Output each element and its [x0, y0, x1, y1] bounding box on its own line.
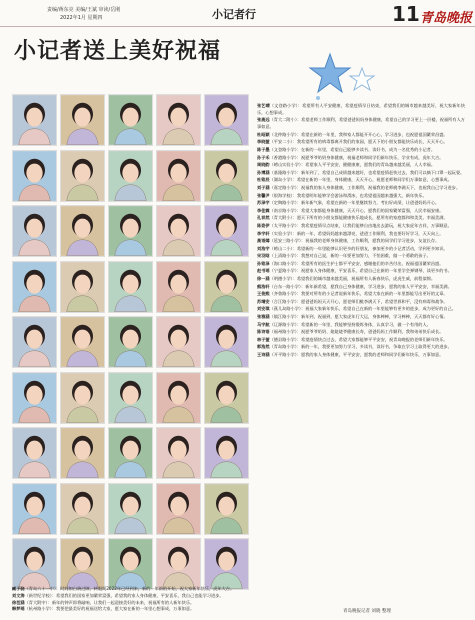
portrait-icon: [13, 539, 56, 589]
portrait-icon: [13, 317, 56, 367]
portrait-icon: [13, 484, 56, 534]
student-photo: [60, 316, 105, 368]
student-photo: [12, 94, 57, 146]
blessing-entry: 高语嫣（延安三路小学）：祝福我的老师身体健康，工作顺利，愿我的同学们学习进步，友谊长存。: [257, 238, 440, 244]
student-school: （实验小学）: [269, 230, 293, 236]
student-photo: [156, 538, 201, 590]
student-photo: [108, 538, 153, 590]
student-name: 张雅涵: [257, 314, 270, 320]
student-photo: [156, 372, 201, 424]
student-photo: [156, 427, 201, 479]
student-school: （湖岛小学）: [269, 177, 293, 183]
student-name: 孙铭泽: [257, 260, 270, 266]
student-photo: [204, 150, 249, 202]
blessing-entry: 刘浩宇（崂山二小）：希望新的一年里能够认识更多的好朋友，参加更多的小记者活动，学到更多知识。: [257, 245, 448, 251]
student-school: （上清路小学）: [269, 253, 297, 259]
portrait-icon: [157, 539, 200, 589]
student-photo: [204, 538, 249, 590]
student-name: 刘子涵: [257, 184, 270, 190]
portrait-icon: [157, 206, 200, 256]
blessing-text: 我要对所有的小记者说新年快乐，希望大家在新的一年里都能写出更好的文章。: [301, 291, 448, 297]
blessing-entry: 宋羽晗（上清路小学）：我想对自己说，新的一年要更加努力，不怕困难，做一个勇敢的孩子。: [257, 253, 431, 259]
student-school: （杭州路小学）: [24, 606, 52, 612]
blessing-text: 新的一年，我要更加努力学习，多读书，读好书，争取在学习上取得更大的进步。: [301, 344, 452, 350]
portrait-icon: [205, 206, 248, 256]
portrait-icon: [61, 206, 104, 256]
portrait-icon: [205, 373, 248, 423]
blessing-text: 新年到了，希望自己成绩越来越好，也希望疫情赶快过去，我们可以摘下口罩一起玩耍。: [301, 169, 465, 175]
portrait-icon: [109, 95, 152, 145]
portrait-icon: [61, 151, 104, 201]
student-name: 宋羽晗: [257, 253, 270, 259]
student-photo: [12, 316, 57, 368]
student-photo: [60, 372, 105, 424]
blessing-entry: 陈姿伊（太平路小学）：我希望疫情早点结束，让我们能够自由地出去游玩，祝大家虎年吉祥，万事顺意。: [257, 222, 452, 228]
blessing-text: 希望疫情快点过去，希望大家都能够平平安安，祝青岛晚报的老师们新年快乐。: [301, 336, 448, 342]
student-school: （延安三路小学）: [269, 238, 301, 244]
portrait-icon: [13, 151, 56, 201]
student-photo: [60, 483, 105, 535]
blessing-entry: 张馨尹（银海学校）：我希望明年能够学会游泳和滑冰，也希望祖国越来越强大，新年快乐。: [257, 192, 427, 198]
student-school: （基隆路小学）: [269, 169, 297, 175]
student-school: （宁夏路小学）: [269, 268, 297, 274]
decorative-stars-icon: [300, 46, 390, 106]
blessing-entry: 苏泽宇（定陶路小学）：新年新气象，希望在新的一年里继续努力，考出好成绩，让爸爸妈妈开心。: [257, 200, 440, 206]
student-photo: [12, 150, 57, 202]
portrait-icon: [205, 428, 248, 478]
portrait-icon: [61, 484, 104, 534]
student-school: （定陶路小学）: [269, 200, 297, 206]
portrait-icon: [157, 428, 200, 478]
student-photo: [60, 538, 105, 590]
student-name: 臧子骁: [12, 586, 25, 591]
portrait-icon: [157, 484, 200, 534]
student-school: （海口路小学）: [269, 260, 297, 266]
blessing-text: 愿天下所有的小朋友都能健康快乐地成长，愿所有的家庭都和和美美，幸福美满。: [296, 215, 448, 221]
editor-credits: 责编/蒋东亮 美编/王斌 审读/岳刚: [47, 7, 121, 13]
student-name: 孙博涵: [257, 169, 270, 175]
student-photo: [204, 205, 249, 257]
student-name: 刘浩宇: [257, 245, 270, 251]
student-school: （辽源路小学）: [269, 321, 297, 327]
student-school: （青岛路小学）: [269, 344, 297, 350]
blessing-text: 希望所有人平安健康，希望疫情早日结束，希望我们的城市越来越美好，祝大家新年快乐，心想事成。: [257, 103, 465, 115]
blessing-text: 新年新气象，希望在新的一年里继续努力，考出好成绩，让爸爸妈妈开心。: [301, 200, 440, 206]
student-name: 熊浩轩: [257, 283, 270, 289]
student-photo: [204, 372, 249, 424]
page-number: 11: [392, 2, 420, 26]
student-school: （银海学校）: [269, 192, 293, 198]
portrait-icon: [13, 95, 56, 145]
student-school: （青大附中）: [24, 599, 48, 605]
student-name: 杜昭颖: [257, 131, 270, 137]
page-headline: 小记者送上美好祝福: [14, 39, 222, 64]
blessing-text: 祝福大家新年快乐，希望自己在新的一年里能够有更多的进步，成为更好的自己。: [305, 306, 456, 312]
student-name: 王诗涵: [257, 352, 270, 357]
student-school: （北仲路小学）: [269, 131, 297, 137]
blessing-entry: 苏靖安（合江路小学）：愿爸爸妈妈天天开心，愿老师们桃李满天下，希望世界和平，没有病毒和战争。: [257, 298, 448, 304]
issue-date: 2022年1月 星期四: [60, 15, 103, 21]
student-name: 陈姿伊: [257, 222, 270, 228]
portrait-icon: [205, 317, 248, 367]
portrait-icon: [109, 151, 152, 201]
student-school: （平安二小）: [269, 139, 293, 145]
student-name: 王俊熙: [257, 291, 270, 297]
portrait-icon: [157, 373, 200, 423]
student-name: 苏泽宇: [257, 200, 270, 206]
blessing-text: 希望在新的一年里，身体健康，天天开心，祝愿老师和同学们万事如意，心想事成。: [296, 177, 452, 183]
newspaper-logo: 青岛晚报: [420, 11, 473, 26]
blessing-entry: 李晓萱（平安二小）：我希望所有的病毒都离开我们的家园，愿天下的小朋友都能快乐成长，天天开心。: [257, 139, 448, 145]
student-name: 张馨尹: [257, 192, 270, 198]
blessing-entry: 陈子墨（文登路小学）：在新的一年里，希望自己能够多读书、读好书，成为一名优秀的小记者。: [257, 146, 436, 152]
student-school: （开平路小学）: [269, 352, 297, 357]
article-credit: 青岛晚报记者 刘晓 整理: [343, 609, 391, 614]
blessing-entry: 刘文涛（新世纪学校）：希望我们的国家更加繁荣富强，希望我的家人身体健康，平安喜乐，我自己也能学习进步。: [12, 592, 224, 598]
portrait-icon: [61, 373, 104, 423]
blessing-text: 希望老师工作顺利，希望爸爸妈妈身体健康，希望自己的学习更上一层楼，祝福所有人万事如意。: [257, 117, 465, 130]
student-photo: [156, 205, 201, 257]
portrait-icon: [109, 317, 152, 367]
blessing-text: 祝福我的老师身体健康，工作顺利，愿我的同学们学习进步，友谊长存。: [305, 238, 440, 244]
student-school: （台东一路小学）: [269, 283, 301, 289]
student-photo: [12, 538, 57, 590]
student-name: 陈诗语: [257, 329, 270, 335]
student-school: （崂山二小）: [269, 245, 293, 251]
student-photo: [156, 94, 201, 146]
student-school: （德县路小学）: [269, 336, 297, 342]
portrait-icon: [205, 95, 248, 145]
student-school: （福州路小学）: [269, 329, 297, 335]
blessing-entry: 赵书瑶（宁夏路小学）：祝愿家人身体健康，平安喜乐，希望自己在新的一年里学会弹钢琴，读更多的书。: [257, 268, 452, 274]
student-photo: [204, 261, 249, 313]
portrait-icon: [61, 428, 104, 478]
blessing-entry: 臧子骁（青岛六十一中）：时间如白驹过隙，转眼间2022年已经到来，新的一年新的开始，祝大家新年快乐，虎年大吉。: [12, 586, 235, 591]
student-school: （青岛六十一中）: [24, 586, 56, 591]
portrait-icon: [13, 206, 56, 256]
blessing-text: 希望在新的一年里，我和家人都能开开心心，学习进步，也祝愿祖国繁荣昌盛。: [301, 131, 448, 137]
student-photo: [204, 316, 249, 368]
blessing-text: 新年的钟声即将敲响，让我们一起迎接美好的未来，祝福所有的人新年快乐。: [51, 599, 195, 605]
blessing-text: 希望新的一年里，我能够坚持锻炼身体，认真学习，做一个有用的人。: [301, 321, 431, 327]
blessing-text: 我要把最美好的祝福送给大家，愿大家在新的一年里心想事成，万事如意。: [56, 606, 195, 612]
blessings-column: [257, 103, 465, 606]
portrait-icon: [109, 262, 152, 312]
page-header: [0, 0, 475, 27]
blessing-entry: 林子萱（德县路小学）：希望疫情快点过去，希望大家都能够平平安安，祝青岛晚报的老师们新年快乐。: [257, 336, 448, 342]
blessing-text: 新的一年，希望妈妈越来越漂亮，爸爸工作顺利，我也要好好学习，天天向上。: [296, 230, 444, 236]
portrait-icon: [205, 484, 248, 534]
portrait-icon: [13, 373, 56, 423]
blessing-entry: 孔祥然（青大附小）：愿天下所有的小朋友都能健康快乐地成长，愿所有的家庭都和和美美，幸福美满。: [257, 215, 448, 221]
portrait-icon: [13, 262, 56, 312]
student-photo: [60, 261, 105, 313]
student-photo: [108, 316, 153, 368]
section-title: 小记者行: [212, 8, 256, 21]
student-name: 李晓萱: [257, 139, 270, 145]
student-school: （合江路小学）: [269, 298, 297, 304]
portrait-icon: [157, 262, 200, 312]
student-photo: [108, 150, 153, 202]
blessing-text: 时间如白驹过隙，转眼间2022年已经到来，新的一年新的开始，祝大家新年快乐，虎年大吉。: [60, 586, 235, 591]
student-school: （青大二附小）: [269, 117, 297, 123]
blessing-entry: 李佳霖（南京路小学）：希望大家都能身体健康，天天开心，愿我们的国家繁荣富强，人民幸福安康。: [257, 207, 444, 213]
student-name: 张艺晴: [257, 103, 270, 108]
blessing-entry: 熊浩轩（台东一路小学）：新年新希望，愿我自己身体健康，学习进步，愿我的家人平平安安，幸福美满。: [257, 283, 452, 289]
student-photo: [108, 372, 153, 424]
student-school: （文登路小学）: [269, 146, 297, 152]
student-photo: [60, 205, 105, 257]
portrait-icon: [109, 539, 152, 589]
blessing-text: 希望我们的国家更加繁荣富强，希望我的家人身体健康，平安喜乐，我自己也能学习进步。: [56, 592, 224, 598]
blessing-entry: 王诗涵（开平路小学）：愿我的家人身体健康，平平安安，愿我的老师和同学们新年快乐，万事如意。: [257, 352, 444, 357]
student-photo: [60, 94, 105, 146]
portrait-icon: [109, 206, 152, 256]
blessing-text: 祝愿爷爷奶奶身体健康，祝福老师和同学们新年快乐，学业有成，虎年大吉。: [301, 154, 444, 160]
student-school: （齐鲁路小学）: [269, 291, 297, 297]
student-photo: [12, 372, 57, 424]
blessing-text: 希望我们的城市越来越美丽，祝福所有人新春快乐，虎虎生威，前程似锦。: [296, 276, 436, 282]
student-name: 孙子禾: [257, 154, 270, 160]
blessing-entry: 韩梦瑶（杭州路小学）：我要把最美好的祝福送给大家，愿大家在新的一年里心想事成，万事如意。: [12, 606, 195, 612]
blessing-entry: 刘子涵（嘉定路小学）：祝福我的家人身体健康，工作顺利，祝福我的老师桃李满天下，也祝我自己学习进步。: [257, 184, 461, 190]
student-school: （崂山实验小学）: [269, 162, 301, 168]
blessing-entry: 李宇轩（实验小学）：新的一年，希望妈妈越来越漂亮，爸爸工作顺利，我也要好好学习，天天向上。: [257, 230, 444, 236]
student-name: 张高远: [257, 117, 270, 123]
student-name: 孔祥然: [257, 215, 270, 221]
portrait-icon: [109, 484, 152, 534]
portrait-icon: [13, 428, 56, 478]
blessing-text: 希望新的一年里能够认识更多的好朋友，参加更多的小记者活动，学到更多知识。: [296, 245, 448, 251]
blessing-entry: 孙铭泽（海口路小学）：希望所有的医生护士都平平安安，感谢他们的辛苦付出，祝福祖国繁荣昌盛。: [257, 260, 444, 266]
student-photo: [204, 483, 249, 535]
student-photo: [108, 483, 153, 535]
blessing-text: 希望家人平平安安，健健康康，愿我们的青岛越来越美丽，人人幸福。: [305, 162, 436, 168]
blessing-text: 我希望所有的病毒都离开我们的家园，愿天下的小朋友都能快乐成长，天天开心。: [296, 139, 448, 145]
student-photo: [156, 483, 201, 535]
blessing-text: 祝愿家人身体健康，平安喜乐，希望自己在新的一年里学会弹钢琴，读更多的书。: [301, 268, 452, 274]
blessing-text: 祝愿爷爷奶奶、姥姥姥爷健康长寿，爸爸妈妈工作顺利，我和弟弟快乐成长。: [301, 329, 444, 335]
blessing-entry: 张雅涵（镇江路小学）：新年到，祝福到，愿大家虎年行大运，身体棒棒，学习棒棒，天天都有好心情。: [257, 314, 448, 320]
blessing-entry: 郭浩然（青岛路小学）：新的一年，我要更加努力学习，多读书，读好书，争取在学习上取得更大的进步。: [257, 344, 452, 350]
blessing-text: 愿爸爸妈妈天天开心，愿老师们桃李满天下，希望世界和平，没有病毒和战争。: [301, 298, 448, 304]
portrait-icon: [157, 151, 200, 201]
student-school: （新世纪学校）: [24, 592, 52, 598]
student-school: （太平路小学）: [269, 222, 297, 228]
blessing-text: 愿我的家人身体健康，平平安安，愿我的老师和同学们新年快乐，万事如意。: [301, 352, 444, 357]
blessing-text: 我希望疫情早点结束，让我们能够自由地出去游玩，祝大家虎年吉祥，万事顺意。: [301, 222, 452, 228]
student-name: 马宇航: [257, 321, 270, 327]
blessing-text: 新年新希望，愿我自己身体健康，学习进步，愿我的家人平平安安，幸福美满。: [305, 283, 452, 289]
portrait-icon: [205, 151, 248, 201]
student-photo: [156, 316, 201, 368]
student-name: 徐一涵: [257, 276, 270, 282]
blessing-entry: 徐一涵（明德小学）：希望我们的城市越来越美丽，祝福所有人新春快乐，虎虎生威，前程似锦。: [257, 276, 436, 282]
student-photo: [12, 427, 57, 479]
blessing-entry: 孙子禾（香港路小学）：祝愿爷爷奶奶身体健康，祝福老师和同学们新年快乐，学业有成，虎年大吉。: [257, 154, 444, 160]
student-photo: [60, 427, 105, 479]
student-photo: [108, 427, 153, 479]
photo-grid: [12, 94, 252, 594]
student-school: （南京路小学）: [269, 207, 297, 213]
portrait-icon: [61, 95, 104, 145]
student-name: 李佳霖: [257, 207, 270, 213]
student-school: （明德小学）: [269, 276, 293, 282]
portrait-icon: [205, 539, 248, 589]
student-name: 赵书瑶: [257, 268, 270, 274]
student-photo: [108, 261, 153, 313]
blessing-entry: 王俊熙（齐鲁路小学）：我要对所有的小记者说新年快乐，希望大家在新的一年里都能写出更好的文章。: [257, 291, 448, 297]
student-photo: [156, 261, 201, 313]
student-name: 周晓韵: [257, 162, 270, 168]
student-school: （青大附小）: [269, 215, 293, 221]
student-name: 韩梦瑶: [12, 606, 25, 612]
blessing-entry: 陈诗语（福州路小学）：祝愿爷爷奶奶、姥姥姥爷健康长寿，爸爸妈妈工作顺利，我和弟弟快乐成长。: [257, 329, 444, 335]
student-school: （燕儿岛路小学）: [269, 306, 301, 312]
portrait-icon: [61, 262, 104, 312]
blessing-entry: 周晓韵（崂山实验小学）：希望家人平平安安，健健康康，愿我们的青岛越来越美丽，人人幸福。: [257, 162, 436, 168]
blessing-entry: 孙博涵（基隆路小学）：新年到了，希望自己成绩越来越好，也希望疫情赶快过去，我们可以摘下口罩一起玩耍。: [257, 169, 465, 175]
blessing-entry: 徐莅涵（青大附中）：新年的钟声即将敲响，让我们一起迎接美好的未来，祝福所有的人新年快乐。: [12, 599, 195, 605]
portrait-icon: [157, 317, 200, 367]
blessing-text: 我想对自己说，新的一年要更加努力，不怕困难，做一个勇敢的孩子。: [301, 253, 431, 259]
student-name: 刘安琪: [257, 306, 270, 312]
blessing-entry: 刘安琪（燕儿岛路小学）：祝福大家新年快乐，希望自己在新的一年里能够有更多的进步，成为更好的自己。: [257, 306, 456, 312]
student-photo: [12, 261, 57, 313]
student-name: 杜铭辰: [257, 177, 270, 183]
student-photo: [204, 427, 249, 479]
portrait-icon: [61, 317, 104, 367]
student-name: 李宇轩: [257, 230, 270, 236]
student-name: 林子萱: [257, 336, 270, 342]
portrait-icon: [205, 262, 248, 312]
blessing-entry: 张高远（青大二附小）：希望老师工作顺利，希望爸爸妈妈身体健康，希望自己的学习更上一层楼，祝福所有人万事如意。: [257, 117, 465, 130]
student-photo: [108, 94, 153, 146]
student-photo: [108, 205, 153, 257]
student-photo: [204, 94, 249, 146]
portrait-icon: [61, 539, 104, 589]
student-photo: [60, 150, 105, 202]
student-school: （香港路小学）: [269, 154, 297, 160]
blessing-entry: 杜铭辰（湖岛小学）：希望在新的一年里，身体健康，天天开心，祝愿老师和同学们万事如意，心想事成。: [257, 177, 452, 183]
student-name: 刘文涛: [12, 592, 25, 598]
student-school: （嘉定路小学）: [269, 184, 297, 190]
student-photo: [156, 150, 201, 202]
student-name: 郭浩然: [257, 344, 270, 350]
blessing-text: 我希望明年能够学会游泳和滑冰，也希望祖国越来越强大，新年快乐。: [296, 192, 427, 198]
portrait-icon: [109, 428, 152, 478]
blessing-text: 希望所有的医生护士都平平安安，感谢他们的辛苦付出，祝福祖国繁荣昌盛。: [301, 260, 444, 266]
blessing-text: 在新的一年里，希望自己能够多读书、读好书，成为一名优秀的小记者。: [301, 146, 436, 152]
blessing-entry: 杜昭颖（北仲路小学）：希望在新的一年里，我和家人都能开开心心，学习进步，也祝愿祖国繁荣昌盛。: [257, 131, 448, 137]
student-name: 苏靖安: [257, 298, 270, 304]
blessing-entry: 马宇航（辽源路小学）：希望新的一年里，我能够坚持锻炼身体，认真学习，做一个有用的人。: [257, 321, 431, 327]
blessing-text: 祝福我的家人身体健康，工作顺利，祝福我的老师桃李满天下，也祝我自己学习进步。: [301, 184, 461, 190]
blessing-text: 希望大家都能身体健康，天天开心，愿我们的国家繁荣富强，人民幸福安康。: [301, 207, 444, 213]
student-school: （镇江路小学）: [269, 314, 297, 320]
student-name: 徐莅涵: [12, 599, 25, 605]
blessing-text: 新年到，祝福到，愿大家虎年行大运，身体棒棒，学习棒棒，天天都有好心情。: [301, 314, 448, 320]
student-photo: [12, 483, 57, 535]
student-photo: [12, 205, 57, 257]
portrait-icon: [157, 95, 200, 145]
student-name: 高语嫣: [257, 238, 270, 244]
student-school: （文登路小学）: [269, 103, 298, 108]
portrait-icon: [109, 373, 152, 423]
bottom-blessings: [12, 586, 254, 614]
blessing-entry: 张艺晴（文登路小学）：希望所有人平安健康，希望疫情早日结束，希望我们的城市越来越美好，祝大家新年快乐，心想事成。: [257, 103, 465, 115]
student-name: 陈子墨: [257, 146, 270, 152]
